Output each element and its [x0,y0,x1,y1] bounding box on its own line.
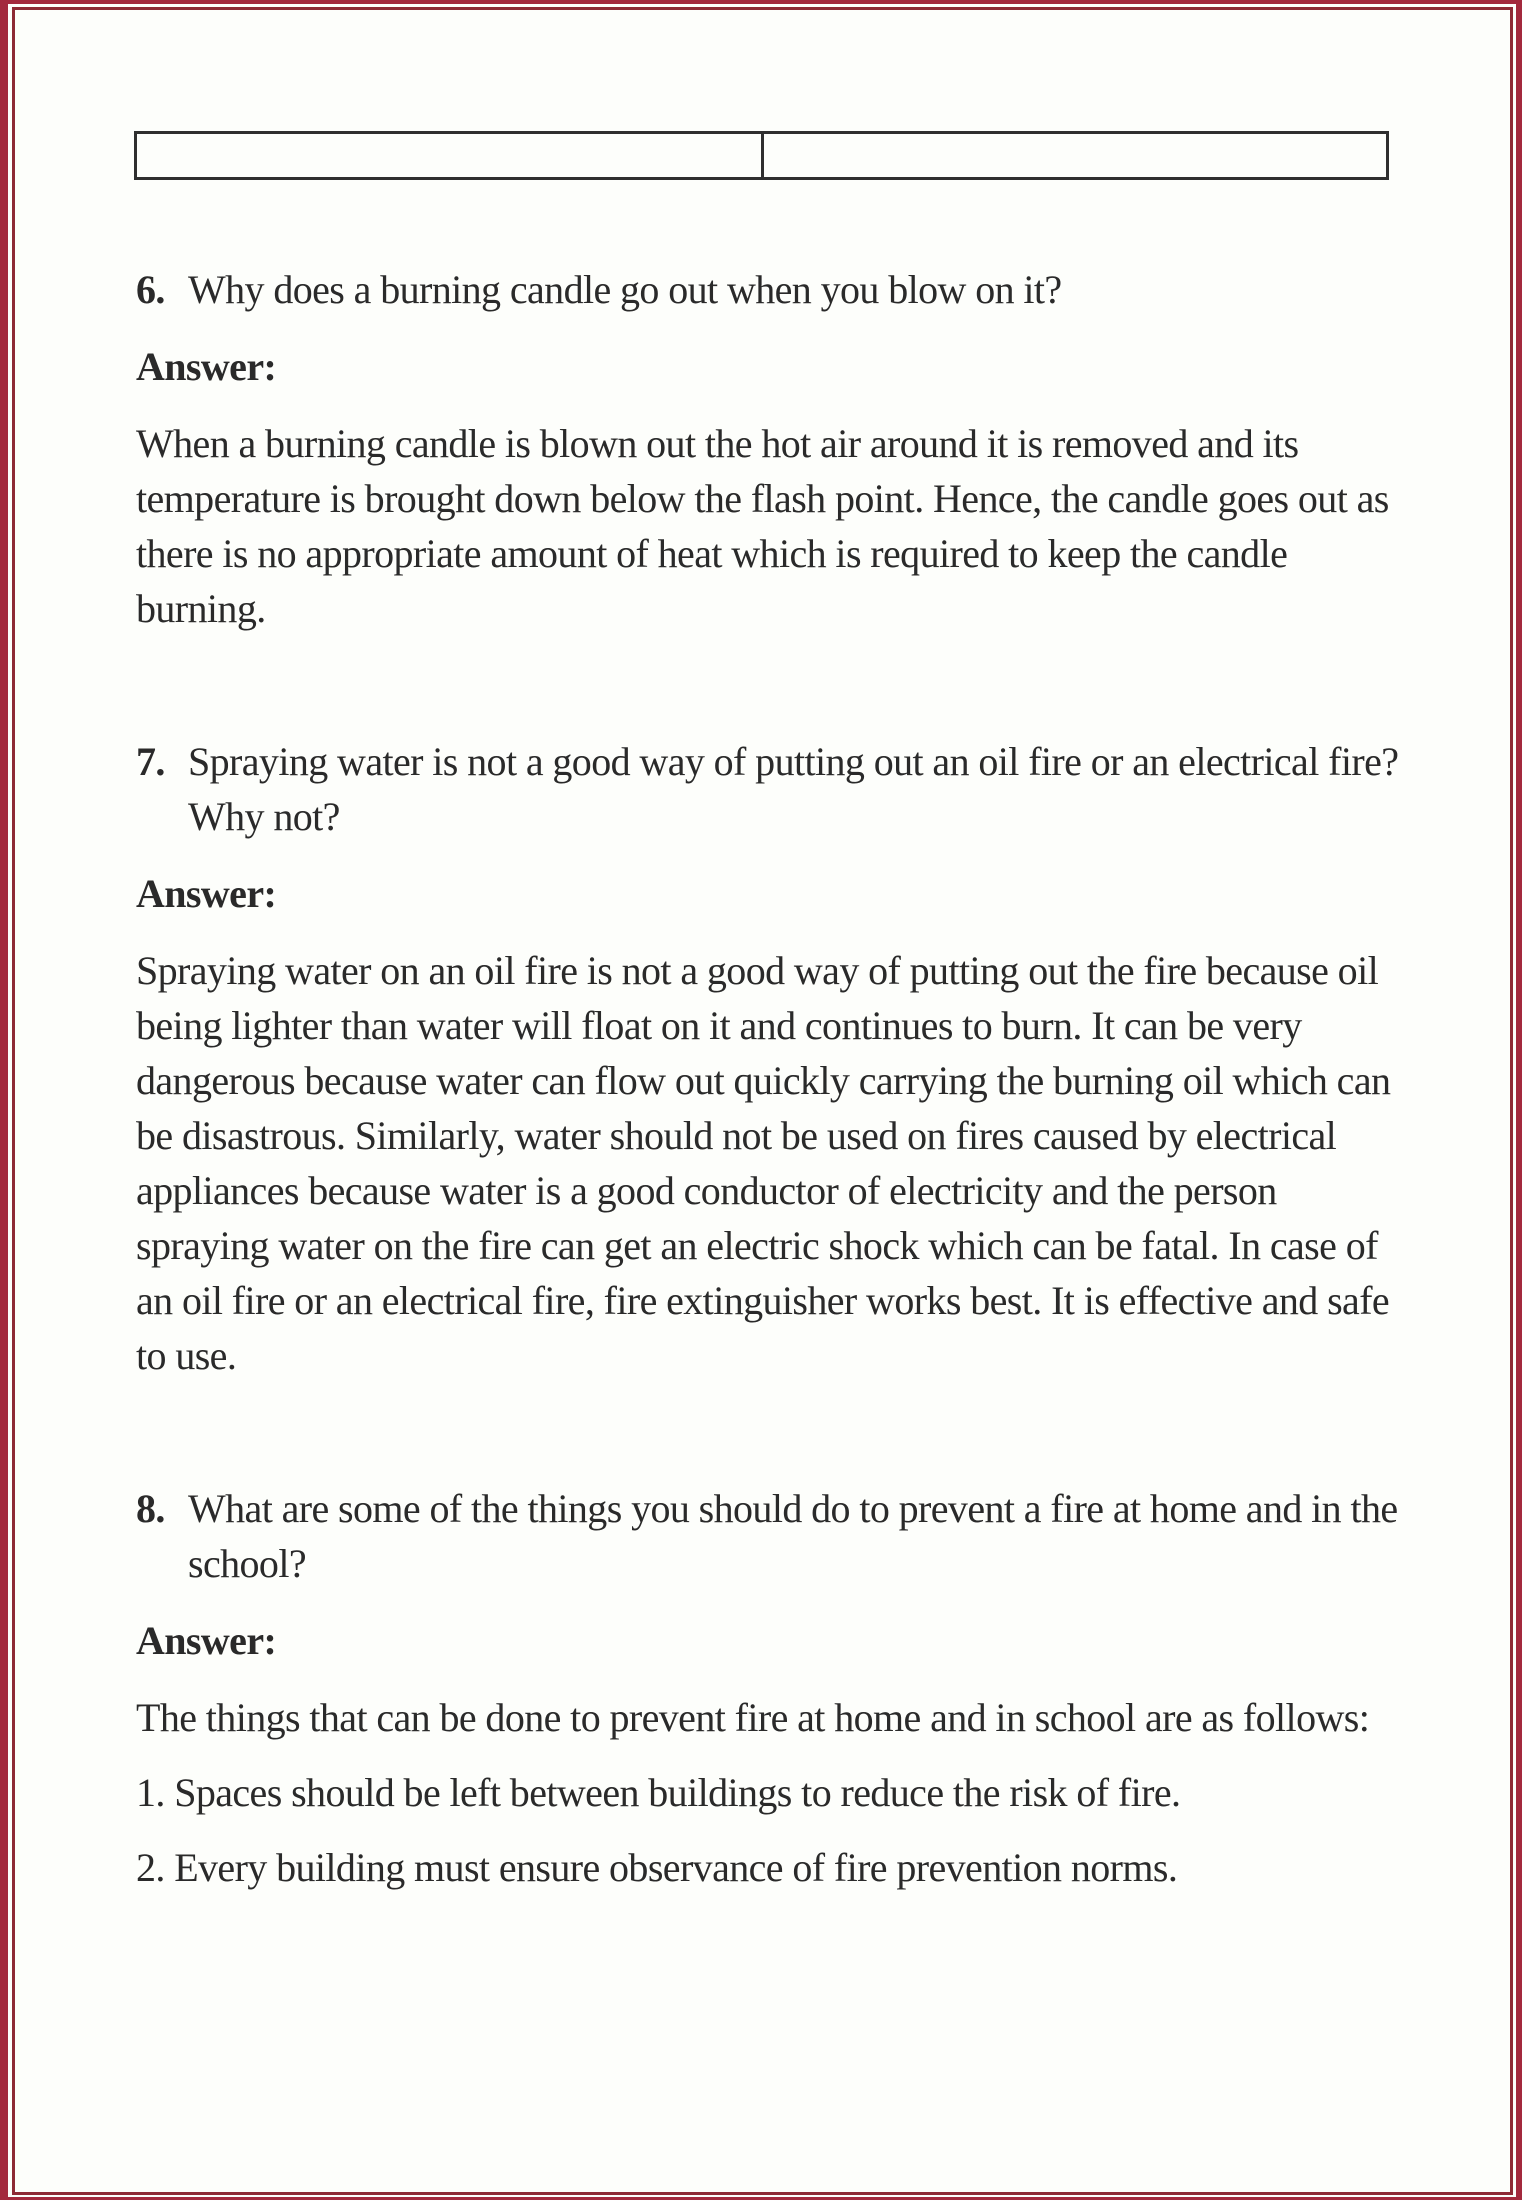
question-6 [136,262,1406,636]
table-cell [137,134,764,177]
question-text [136,734,1406,844]
page-border [8,4,1516,2197]
question-number: 7. [136,739,165,784]
question-7 [136,734,1406,1383]
document-body [136,262,1406,1895]
empty-table-row [134,131,1389,180]
question-text [136,262,1406,317]
question-text [136,1481,1406,1591]
question-number: 6. [136,267,165,312]
list-item: 2. Every building must ensure observance of fire prevention norms. [136,1845,1178,1890]
answer-label: Answer: [136,871,277,916]
question-body: Why does a burning candle go out when you blow on it? [188,267,1062,312]
answer-label: Answer: [136,344,277,389]
page-content-frame [12,7,1513,2195]
answer-text: The things that can be done to prevent fire at home and in school are as follows: [136,1695,1370,1740]
answer-text: When a burning candle is blown out the hot air around it is removed and its temperature is brought down below the flash point. Hence, the candle goes out as there is no appropriate amount of heat which is required to keep the candle burning. [136,421,1389,631]
list-item: 1. Spaces should be left between buildings to reduce the risk of fire. [136,1770,1181,1815]
table-cell [764,134,1386,177]
question-body: Spraying water is not a good way of putting out an oil fire or an electrical fire? Why not? [188,739,1399,839]
answer-text: Spraying water on an oil fire is not a good way of putting out the fire because oil being lighter than water will float on it and continues to burn. It can be very dangerous because water can flow out quickly carrying the burning oil which can be disastrous. Similarly, water should not be used on fires caused by electrical appliances because water is a good conductor of electricity and the person spraying water on the fire can get an electric shock which can be fatal. In case of an oil fire or an electrical fire, fire extinguisher works best. It is effective and safe to use. [136,948,1391,1378]
question-8 [136,1481,1406,1895]
question-body: What are some of the things you should do to prevent a fire at home and in the school? [188,1486,1398,1586]
question-number: 8. [136,1486,165,1531]
answer-label: Answer: [136,1618,277,1663]
